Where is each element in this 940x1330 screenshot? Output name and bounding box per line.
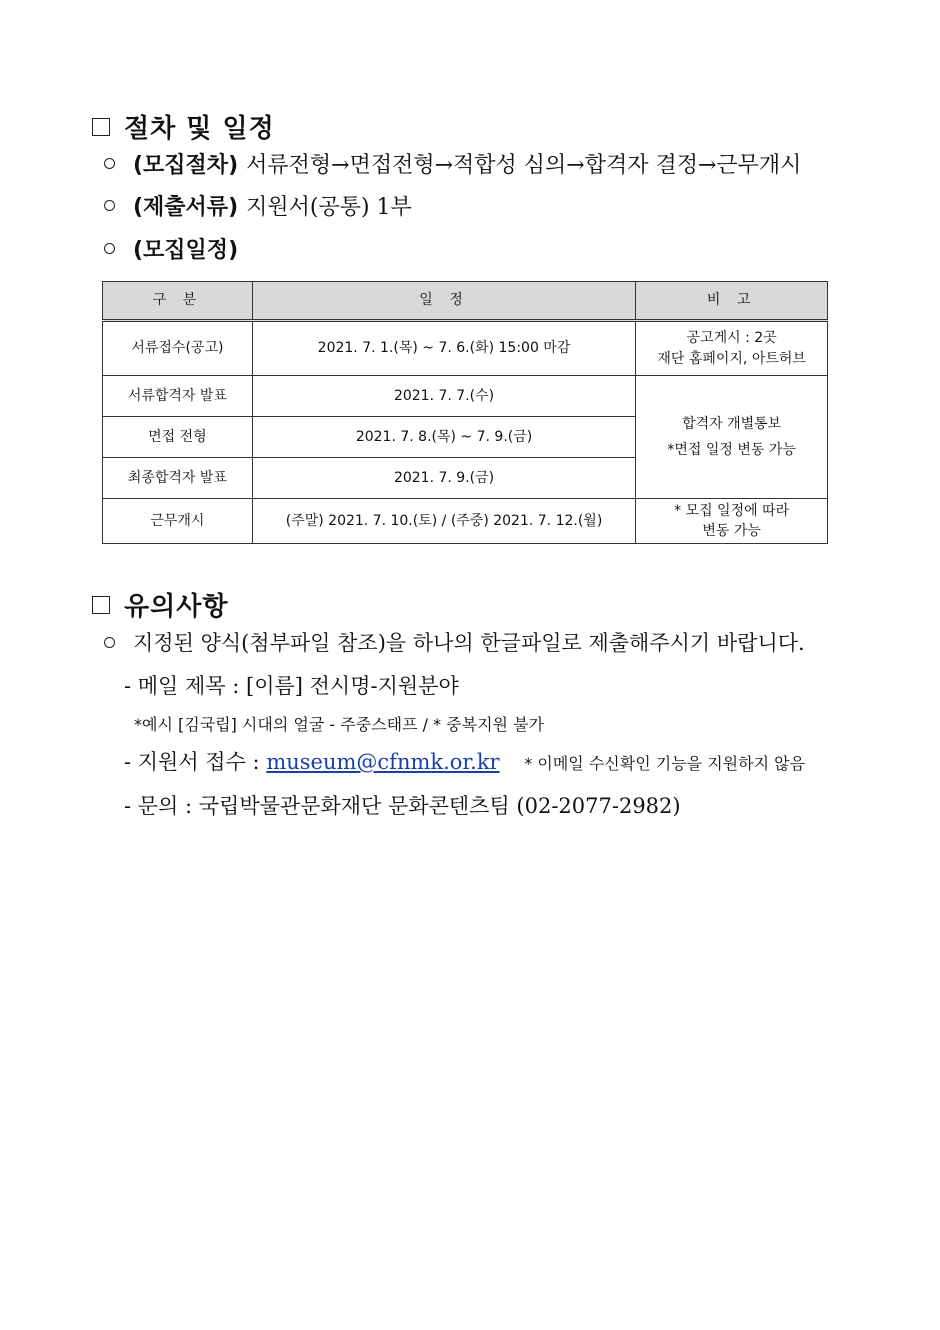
cell-category: 근무개시 bbox=[103, 499, 253, 544]
section-title-text: 유의사항 bbox=[124, 592, 229, 622]
bullet-label: (모집일정) bbox=[133, 238, 239, 263]
remark-line: *면접 일정 변동 가능 bbox=[667, 442, 796, 458]
circle-bullet-icon bbox=[104, 200, 115, 211]
circle-bullet-icon bbox=[104, 243, 115, 254]
header-remark: 비 고 bbox=[636, 282, 828, 321]
circle-bullet-icon bbox=[104, 158, 115, 169]
cell-schedule: (주말) 2021. 7. 10.(토) / (주중) 2021. 7. 12.(월) bbox=[252, 499, 635, 544]
table-row bbox=[103, 376, 828, 417]
cell-schedule: 2021. 7. 8.(목) ~ 7. 9.(금) bbox=[252, 417, 635, 458]
table-row bbox=[103, 321, 828, 376]
bullet-label: (제출서류) bbox=[133, 195, 239, 220]
header-schedule: 일 정 bbox=[252, 282, 635, 321]
email-link[interactable]: museum@cfnmk.or.kr bbox=[266, 750, 500, 774]
remark-line: 합격자 개별통보 bbox=[682, 416, 782, 432]
cell-category: 서류접수(공고) bbox=[103, 321, 253, 376]
cell-schedule: 2021. 7. 1.(목) ~ 7. 6.(화) 15:00 마감 bbox=[252, 321, 635, 376]
bullet-documents bbox=[104, 190, 412, 221]
cell-schedule: 2021. 7. 9.(금) bbox=[252, 458, 635, 499]
example-note: *예시 [김국립] 시대의 얼굴 - 주중스태프 / * 중복지원 불가 bbox=[134, 715, 544, 734]
cell-remark bbox=[636, 499, 828, 544]
bullet-text: 지원서(공통) 1부 bbox=[246, 195, 412, 220]
circle-bullet-icon bbox=[104, 637, 115, 648]
section-title-notice bbox=[92, 586, 228, 623]
remark-line: 공고게시 : 2곳 bbox=[686, 330, 777, 347]
cell-category: 서류합격자 발표 bbox=[103, 376, 253, 417]
cell-remark-merged bbox=[636, 376, 828, 499]
contact-note: - 문의 : 국립박물관문화재단 문화콘텐츠팀 (02-2077-2982) bbox=[124, 794, 681, 818]
mail-title-note: - 메일 제목 : [이름] 전시명-지원분야 bbox=[124, 674, 459, 698]
checkbox-square-icon bbox=[92, 596, 110, 614]
remark-line: * 모집 일정에 따라 bbox=[674, 502, 790, 519]
section-title-text: 절차 및 일정 bbox=[124, 114, 275, 144]
remark-line: 재단 홈페이지, 아트허브 bbox=[657, 350, 806, 367]
apply-label: - 지원서 접수 : bbox=[124, 750, 260, 774]
bullet-text: 서류전형→면접전형→적합성 심의→합격자 결정→근무개시 bbox=[246, 153, 802, 178]
schedule-table bbox=[102, 281, 828, 544]
section-title-procedure bbox=[92, 108, 275, 145]
bullet-text: 지정된 양식(첨부파일 참조)을 하나의 한글파일로 제출해주시기 바랍니다. bbox=[133, 631, 805, 655]
cell-remark bbox=[636, 321, 828, 376]
bullet-recruit-procedure bbox=[104, 148, 801, 179]
cell-category: 면접 전형 bbox=[103, 417, 253, 458]
header-category: 구 분 bbox=[103, 282, 253, 321]
checkbox-square-icon bbox=[92, 118, 110, 136]
table-row bbox=[103, 499, 828, 544]
apply-row bbox=[124, 746, 805, 776]
bullet-schedule bbox=[104, 233, 246, 264]
bullet-form-notice bbox=[104, 627, 805, 657]
bullet-label: (모집절차) bbox=[133, 153, 239, 178]
remark-line: 변동 가능 bbox=[702, 523, 761, 539]
cell-category: 최종합격자 발표 bbox=[103, 458, 253, 499]
cell-schedule: 2021. 7. 7.(수) bbox=[252, 376, 635, 417]
table-header-row bbox=[103, 282, 828, 321]
email-note: * 이메일 수신확인 기능을 지원하지 않음 bbox=[524, 754, 806, 773]
